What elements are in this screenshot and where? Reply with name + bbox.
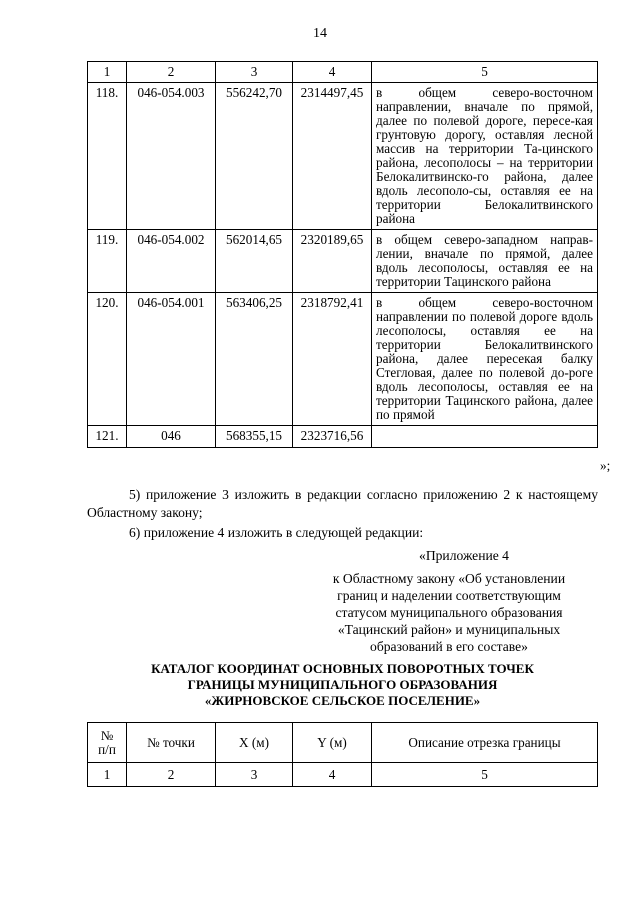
column-number: 3 xyxy=(216,763,293,787)
header-cell: 5 xyxy=(372,62,598,83)
y-coordinate: 2323716,56 xyxy=(293,426,372,448)
column-number: 1 xyxy=(88,763,127,787)
column-number: 4 xyxy=(293,763,372,787)
header-description: Описание отрезка границы xyxy=(372,723,598,763)
catalog-table xyxy=(87,722,598,787)
table-row xyxy=(88,230,598,293)
x-coordinate: 568355,15 xyxy=(216,426,293,448)
catalog-heading-line: ГРАНИЦЫ МУНИЦИПАЛЬНОГО ОБРАЗОВАНИЯ xyxy=(187,677,498,692)
table-row xyxy=(88,426,598,448)
table-header-row xyxy=(88,723,598,763)
segment-description: в общем северо-восточном направлении по полевой дороге вдоль лесополосы, оставляя ее на территории Белокалитвинского района, далее пересекая балку Стегловая, далее по полевой до-роге вдоль лесополосы, оставляя ее на территории Тацинского района, далее по прямой xyxy=(372,293,598,426)
page-number: 14 xyxy=(313,26,327,41)
column-number: 2 xyxy=(127,763,216,787)
segment-description: в общем северо-западном направ-лении, вначале по прямой, далее вдоль лесополосы, оставляя ее на территории Тацинского района xyxy=(372,230,598,293)
header-cell: 3 xyxy=(216,62,293,83)
segment-description: в общем северо-восточном направлении, вначале по прямой, далее по полевой дороге, пересе-кая грунтовую дорогу, оставляя лесной массив на территории Та-цинского района, лесополосы – на территории Белокалитвинско-го района, далее вдоль лесополо-сы, оставляя ее на территории Белокалитвинского района xyxy=(372,83,598,230)
table-row xyxy=(88,83,598,230)
table-closing-quote: »; xyxy=(600,458,611,473)
header-point: № точки xyxy=(127,723,216,763)
point-id: 046-054.002 xyxy=(127,230,216,293)
header-number-symbol: № xyxy=(100,727,114,743)
catalog-heading-line: КАТАЛОГ КООРДИНАТ ОСНОВНЫХ ПОВОРОТНЫХ ТОЧЕК xyxy=(151,661,534,676)
header-y: Y (м) xyxy=(293,723,372,763)
y-coordinate: 2318792,41 xyxy=(293,293,372,426)
appendix-caption-line: к Областному закону «Об установлении xyxy=(332,571,566,586)
table-header-row xyxy=(88,62,598,83)
segment-description xyxy=(372,426,598,448)
x-coordinate: 562014,65 xyxy=(216,230,293,293)
row-number: 120. xyxy=(88,293,127,426)
catalog-heading xyxy=(87,661,598,709)
table-numbering-row xyxy=(88,763,598,787)
point-id: 046 xyxy=(127,426,216,448)
point-id: 046-054.003 xyxy=(127,83,216,230)
point-id: 046-054.001 xyxy=(127,293,216,426)
appendix-caption-line: образований в его составе» xyxy=(370,639,528,654)
appendix-caption-line: статусом муниципального образования xyxy=(335,605,563,620)
boundary-points-table xyxy=(87,61,598,448)
header-cell: 1 xyxy=(88,62,127,83)
y-coordinate: 2314497,45 xyxy=(293,83,372,230)
column-number: 5 xyxy=(372,763,598,787)
x-coordinate: 563406,25 xyxy=(216,293,293,426)
paragraph-5: 5) приложение 3 изложить в редакции согласно приложению 2 к настоящему Областному закону; xyxy=(87,487,598,520)
header-cell: 2 xyxy=(127,62,216,83)
appendix-caption-line: границ и наделении соответствующим xyxy=(337,588,561,603)
header-number xyxy=(88,723,127,763)
catalog-heading-line: «ЖИРНОВСКОЕ СЕЛЬСКОЕ ПОСЕЛЕНИЕ» xyxy=(204,693,481,708)
header-number-abbr: п/п xyxy=(98,741,116,757)
row-number: 118. xyxy=(88,83,127,230)
header-x: X (м) xyxy=(216,723,293,763)
row-number: 119. xyxy=(88,230,127,293)
table-row xyxy=(88,293,598,426)
y-coordinate: 2320189,65 xyxy=(293,230,372,293)
row-number: 121. xyxy=(88,426,127,448)
paragraph-6: 6) приложение 4 изложить в следующей редакции: xyxy=(129,525,424,540)
x-coordinate: 556242,70 xyxy=(216,83,293,230)
appendix-caption-line: «Тацинский район» и муниципальных xyxy=(337,622,561,637)
appendix-title: «Приложение 4 xyxy=(419,548,509,563)
header-cell: 4 xyxy=(293,62,372,83)
